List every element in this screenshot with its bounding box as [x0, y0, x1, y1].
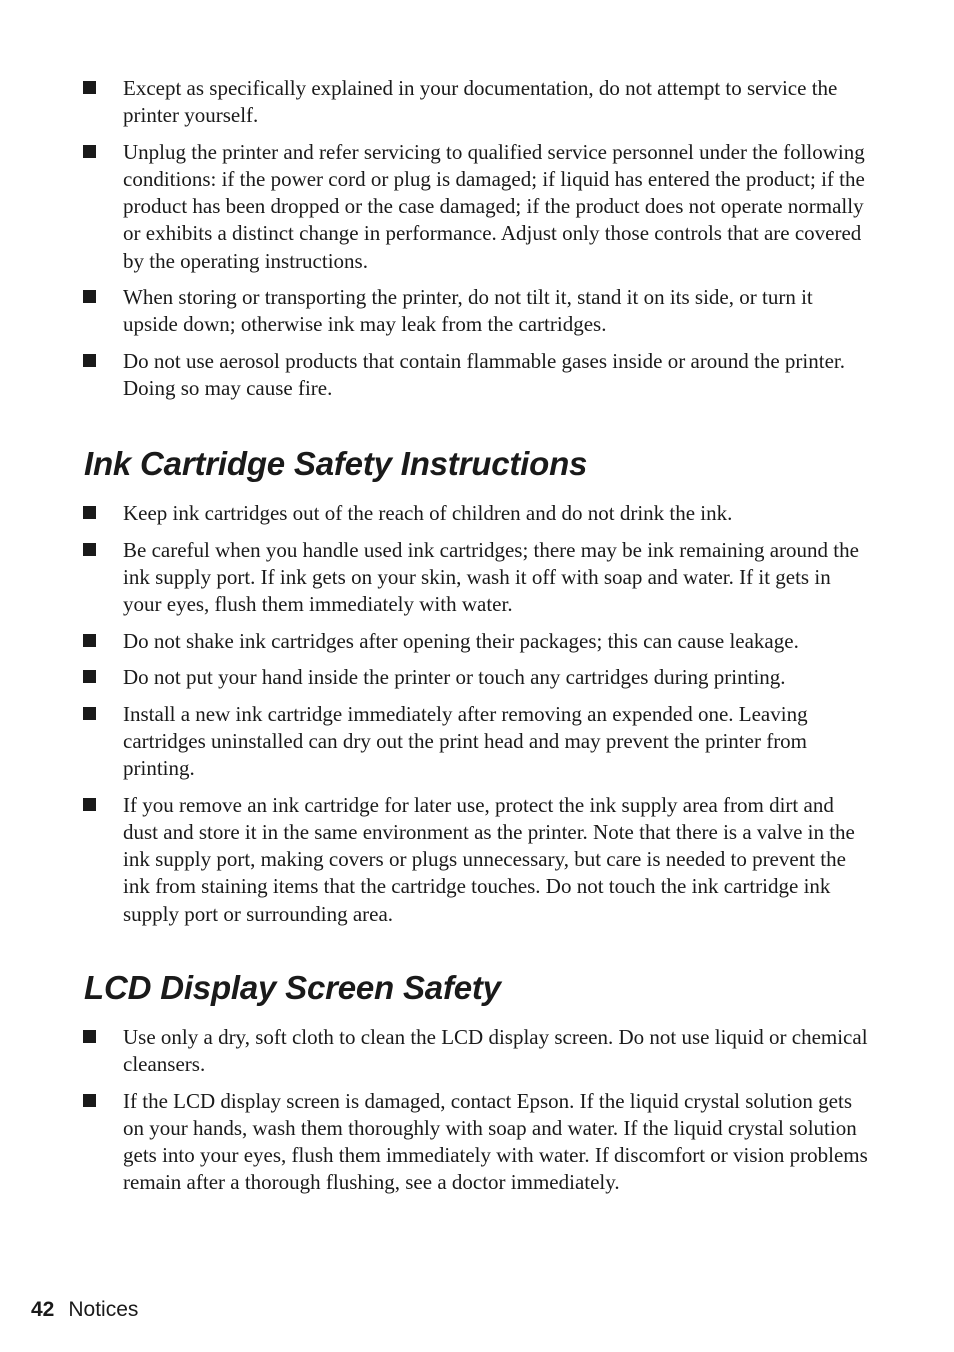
- printer-safety-list-block: [82, 75, 872, 402]
- footer-section-name: Notices: [68, 1298, 139, 1321]
- list-item-text: Do not put your hand inside the printer or touch any cartridges during printing.: [123, 665, 786, 690]
- square-bullet-icon: [83, 670, 96, 683]
- list-item-text: Do not use aerosol products that contain flammable gases inside or around the printer. Doing so may cause fire.: [123, 349, 845, 401]
- page-footer: [31, 1296, 138, 1324]
- square-bullet-icon: [83, 1094, 96, 1107]
- list-item: [82, 348, 872, 402]
- list-item: [82, 500, 872, 527]
- list-item: [82, 664, 872, 691]
- list-item-text: If you remove an ink cartridge for later use, protect the ink supply area from dirt and dust and store it in the same environment as the printer. Note that there is a valve in the ink supply port, making covers or plugs unnecessary, but care is needed to prevent the ink from staining items that the cartridge touches. Do not touch the ink cartridge ink supply port or surrounding area.: [123, 792, 855, 926]
- square-bullet-icon: [83, 1030, 96, 1043]
- square-bullet-icon: [83, 354, 96, 367]
- square-bullet-icon: [83, 634, 96, 647]
- printer-safety-list: [82, 75, 872, 402]
- square-bullet-icon: [83, 81, 96, 94]
- list-item: [82, 792, 872, 928]
- list-item: [82, 139, 872, 275]
- list-item-text: Do not shake ink cartridges after opening their packages; this can cause leakage.: [123, 628, 799, 653]
- list-item: [82, 537, 872, 619]
- list-item: [82, 701, 872, 783]
- lcd-display-safety-heading: LCD Display Screen Safety: [84, 969, 501, 1006]
- list-item: [82, 1088, 872, 1197]
- list-item: [82, 1024, 872, 1078]
- square-bullet-icon: [83, 506, 96, 519]
- list-item: [82, 75, 872, 129]
- list-item-text: Keep ink cartridges out of the reach of children and do not drink the ink.: [123, 501, 733, 525]
- square-bullet-icon: [83, 543, 96, 556]
- list-item-text: When storing or transporting the printer, do not tilt it, stand it on its side, or turn it upside down; otherwise ink may leak from the cartridges.: [123, 285, 813, 337]
- list-item: [82, 284, 872, 338]
- list-item-text: Unplug the printer and refer servicing to qualified service personnel under the following conditions: if the power cord or plug is damaged; if liquid has entered the product; if the product has been dropped or the case damaged; if the product does not operate normally or exhibits a distinct change in performance. Adjust only those controls that are covered by the operating instructions.: [123, 139, 865, 273]
- list-item-text: Use only a dry, soft cloth to clean the LCD display screen. Do not use liquid or chemical cleansers.: [123, 1025, 868, 1077]
- ink-cartridge-safety-list-block: [82, 500, 872, 928]
- list-item-text: Except as specifically explained in your documentation, do not attempt to service the printer yourself.: [123, 76, 838, 128]
- list-item-text: Be careful when you handle used ink cartridges; there may be ink remaining around the ink supply port. If ink gets on your skin, wash it off with soap and water. If it gets in your eyes, flush them immediately with water.: [123, 537, 859, 616]
- lcd-display-safety-list-block: [82, 1024, 872, 1197]
- list-item-text: If the LCD display screen is damaged, contact Epson. If the liquid crystal solution gets on your hands, wash them thoroughly with soap and water. If the liquid crystal solution gets into your eyes, flush them immediately with water. If discomfort or vision problems remain after a thorough flushing, see a doctor immediately.: [123, 1088, 868, 1195]
- page-number: 42: [31, 1298, 55, 1321]
- ink-cartridge-safety-heading: Ink Cartridge Safety Instructions: [84, 445, 588, 482]
- list-item: [82, 628, 872, 655]
- ink-cartridge-safety-list: [82, 500, 872, 928]
- square-bullet-icon: [83, 145, 96, 158]
- list-item-text: Install a new ink cartridge immediately after removing an expended one. Leaving cartridges uninstalled can dry out the print head and may prevent the printer from printing.: [123, 701, 808, 781]
- square-bullet-icon: [83, 290, 96, 303]
- square-bullet-icon: [83, 707, 96, 720]
- square-bullet-icon: [83, 798, 96, 811]
- lcd-display-safety-list: [82, 1024, 872, 1197]
